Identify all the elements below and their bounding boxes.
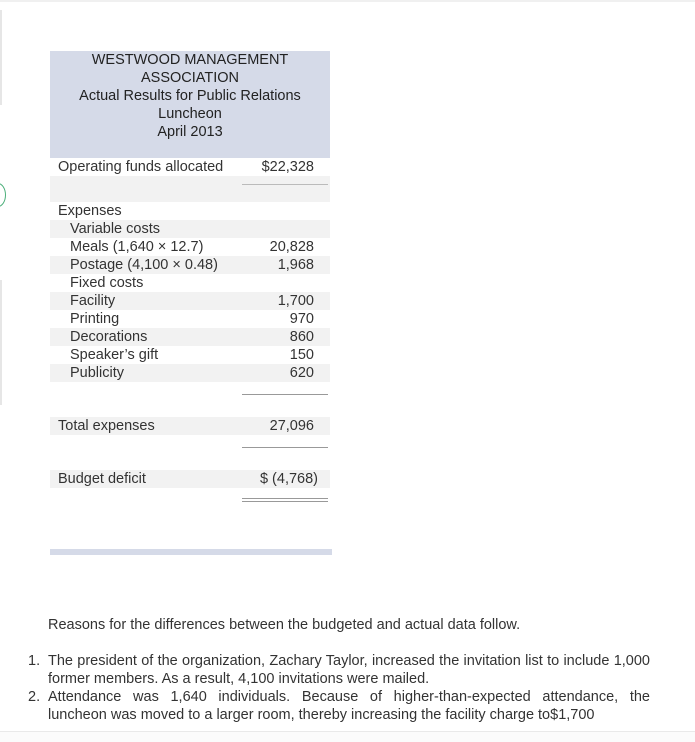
funds-row (50, 158, 330, 176)
intro-paragraph: Reasons for the differences between the budgeted and actual data follow. (48, 617, 521, 633)
reasons-list (28, 652, 650, 724)
bottom-border (0, 731, 695, 742)
fixed-heading: Fixed costs (70, 275, 144, 291)
left-edge-divider (0, 10, 2, 105)
printing-row (50, 310, 330, 328)
list-item (28, 688, 650, 724)
publicity-value: 620 (289, 365, 314, 381)
spacer-row (50, 176, 330, 202)
spacer-row (50, 435, 330, 470)
table-footer-bar (50, 549, 332, 555)
publicity-label: Publicity (70, 365, 124, 381)
fixed-heading-row (50, 274, 330, 292)
header-line-3: Actual Results for Public Relations (79, 88, 301, 104)
total-label: Total expenses (58, 418, 155, 434)
spacer-row (50, 382, 330, 417)
header-line-4: Luncheon (158, 106, 222, 122)
list-item-text: Attendance was 1,640 individuals. Because of higher-than-expected attendance, the luncheon was moved to a larger room, thereby increasing the facility charge to$1,700 (48, 689, 650, 723)
expenses-heading-row (50, 202, 330, 220)
deficit-row (50, 470, 330, 488)
underline (242, 394, 328, 395)
top-border (0, 0, 695, 2)
header-line-5: April 2013 (157, 124, 223, 140)
list-item (28, 652, 650, 688)
decorations-label: Decorations (70, 329, 148, 345)
spacer-row (50, 488, 330, 518)
postage-row (50, 256, 330, 274)
underline (242, 447, 328, 448)
publicity-row (50, 364, 330, 382)
deficit-label: Budget deficit (58, 471, 146, 487)
speakers-gift-label: Speaker’s gift (70, 347, 159, 363)
double-underline-top (242, 498, 328, 499)
variable-heading: Variable costs (70, 221, 160, 237)
funds-label: Operating funds allocated (58, 159, 224, 175)
printing-label: Printing (70, 311, 120, 327)
expenses-heading: Expenses (58, 203, 122, 219)
deficit-value: $ (4,768) (259, 471, 318, 487)
financial-table (50, 51, 330, 518)
facility-value: 1,700 (277, 293, 314, 309)
speakers-gift-row (50, 346, 330, 364)
table-header (50, 51, 330, 158)
facility-label: Facility (70, 293, 116, 309)
meals-value: 20,828 (269, 239, 314, 255)
variable-heading-row (50, 220, 330, 238)
list-item-number: 1. (28, 653, 41, 669)
double-underline-bottom (242, 501, 328, 502)
printing-value: 970 (289, 311, 314, 327)
page-edge-arc-marker (0, 183, 6, 207)
decorations-value: 860 (289, 329, 314, 345)
total-value: 27,096 (269, 418, 314, 434)
postage-value: 1,968 (277, 257, 314, 273)
speakers-gift-value: 150 (289, 347, 314, 363)
left-edge-divider (0, 280, 2, 405)
funds-value: $22,328 (261, 159, 314, 175)
header-line-1: WESTWOOD MANAGEMENT (91, 52, 289, 68)
facility-row (50, 292, 330, 310)
total-row (50, 417, 330, 435)
header-line-2: ASSOCIATION (140, 70, 240, 86)
list-item-number: 2. (28, 689, 41, 705)
list-item-text: The president of the organization, Zachary Taylor, increased the invitation list to include 1,000 former members. As a result, 4,100 invitations were mailed. (48, 653, 650, 687)
meals-row (50, 238, 330, 256)
underline (242, 184, 328, 185)
postage-label: Postage (4,100 × 0.48) (70, 257, 218, 273)
meals-label: Meals (1,640 × 12.7) (70, 239, 204, 255)
decorations-row (50, 328, 330, 346)
